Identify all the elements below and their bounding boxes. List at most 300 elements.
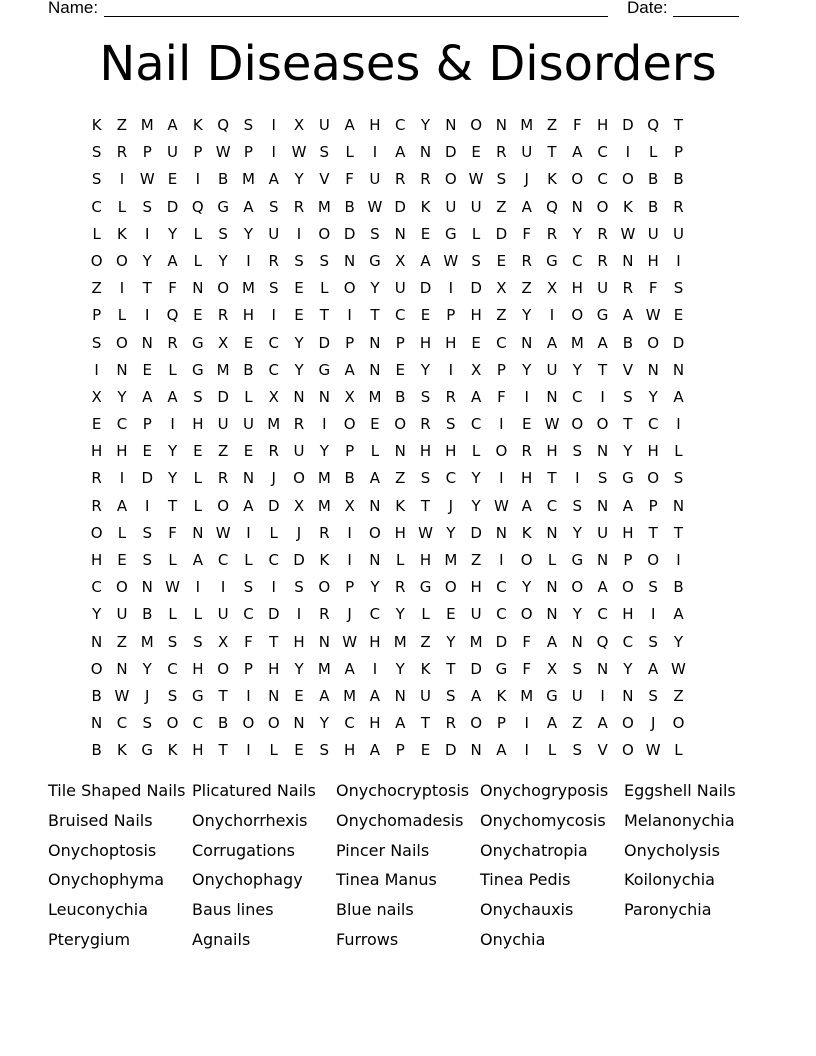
grid-letter[interactable]: Z <box>395 469 406 488</box>
grid-letter[interactable]: L <box>193 251 203 270</box>
grid-letter[interactable]: H <box>192 415 204 434</box>
grid-letter[interactable]: R <box>167 333 178 352</box>
grid-letter[interactable]: Y <box>370 578 380 597</box>
grid-letter[interactable]: W <box>443 251 459 270</box>
grid-letter[interactable]: A <box>192 551 203 569</box>
grid-letter[interactable]: L <box>117 306 127 325</box>
grid-letter[interactable]: R <box>217 306 229 325</box>
grid-letter[interactable]: T <box>370 306 380 325</box>
grid-letter[interactable]: N <box>369 496 381 515</box>
grid-letter[interactable]: I <box>119 279 125 298</box>
grid-letter[interactable]: C <box>344 714 355 733</box>
grid-letter[interactable]: I <box>499 415 504 434</box>
grid-letter[interactable]: C <box>268 551 279 569</box>
grid-letter[interactable]: I <box>94 360 99 379</box>
grid-letter[interactable]: O <box>672 714 685 733</box>
grid-letter[interactable]: K <box>420 197 431 216</box>
grid-letter[interactable]: K <box>91 116 102 134</box>
grid-letter[interactable]: O <box>217 659 230 678</box>
grid-letter[interactable]: Y <box>218 251 228 270</box>
grid-letter[interactable]: A <box>395 714 406 733</box>
grid-letter[interactable]: U <box>546 360 558 379</box>
grid-letter[interactable]: U <box>217 605 229 624</box>
grid-letter[interactable]: Y <box>623 659 633 678</box>
grid-letter[interactable]: E <box>673 306 684 325</box>
grid-letter[interactable]: N <box>369 551 381 569</box>
grid-letter[interactable]: O <box>343 279 356 298</box>
grid-letter[interactable]: C <box>572 387 583 406</box>
grid-letter[interactable]: U <box>420 686 431 705</box>
grid-letter[interactable]: I <box>246 251 251 270</box>
grid-letter[interactable]: C <box>470 415 482 434</box>
grid-letter[interactable]: D <box>217 387 229 406</box>
grid-letter[interactable]: D <box>495 632 508 651</box>
grid-letter[interactable]: N <box>672 360 685 379</box>
grid-letter[interactable]: T <box>420 496 431 515</box>
grid-letter[interactable]: I <box>524 714 529 733</box>
grid-letter[interactable]: P <box>142 143 152 162</box>
grid-letter[interactable]: N <box>293 387 305 406</box>
grid-letter[interactable]: H <box>343 741 356 760</box>
grid-letter[interactable]: X <box>546 659 558 678</box>
grid-letter[interactable]: H <box>596 116 609 134</box>
grid-letter[interactable]: S <box>648 632 658 651</box>
grid-letter[interactable]: X <box>470 360 482 379</box>
grid-letter[interactable]: Y <box>446 523 456 542</box>
grid-letter[interactable]: S <box>420 469 431 488</box>
grid-letter[interactable]: Y <box>572 224 582 243</box>
grid-letter[interactable]: M <box>216 360 230 379</box>
grid-letter[interactable]: O <box>520 605 533 624</box>
grid-letter[interactable]: S <box>167 632 178 651</box>
grid-letter[interactable]: U <box>597 279 609 298</box>
grid-letter[interactable]: S <box>91 333 102 352</box>
grid-letter[interactable]: S <box>243 578 254 597</box>
grid-letter[interactable]: G <box>444 224 457 243</box>
grid-letter[interactable]: H <box>91 551 103 569</box>
grid-letter[interactable]: K <box>192 116 203 134</box>
grid-letter[interactable]: W <box>215 143 231 162</box>
grid-letter[interactable]: S <box>294 251 304 270</box>
grid-letter[interactable]: E <box>243 333 254 352</box>
grid-letter[interactable]: R <box>268 251 279 270</box>
grid-letter[interactable]: R <box>394 578 406 597</box>
grid-letter[interactable]: I <box>322 415 327 434</box>
grid-letter[interactable]: A <box>622 496 634 515</box>
grid-letter[interactable]: A <box>673 605 684 624</box>
grid-letter[interactable]: D <box>445 741 457 760</box>
grid-letter[interactable]: I <box>271 306 276 325</box>
grid-letter[interactable]: Y <box>623 442 633 461</box>
grid-letter[interactable]: S <box>167 686 178 705</box>
grid-letter[interactable]: P <box>395 741 405 760</box>
grid-letter[interactable]: Z <box>116 632 128 651</box>
grid-letter[interactable]: E <box>294 306 304 325</box>
grid-letter[interactable]: R <box>622 279 634 298</box>
grid-letter[interactable]: S <box>572 659 583 678</box>
grid-letter[interactable]: M <box>570 333 584 352</box>
grid-letter[interactable]: I <box>119 170 125 189</box>
grid-letter[interactable]: I <box>676 415 681 434</box>
grid-letter[interactable]: K <box>420 659 431 678</box>
grid-letter[interactable]: I <box>676 551 681 569</box>
grid-letter[interactable]: E <box>471 143 481 162</box>
grid-letter[interactable]: T <box>623 415 633 434</box>
grid-letter[interactable]: N <box>571 632 583 651</box>
grid-letter[interactable]: L <box>269 741 278 760</box>
grid-letter[interactable]: R <box>521 251 532 270</box>
grid-letter[interactable]: I <box>271 116 276 134</box>
grid-letter[interactable]: S <box>648 578 658 597</box>
grid-letter[interactable]: Y <box>471 469 481 488</box>
grid-letter[interactable]: H <box>622 605 634 624</box>
grid-letter[interactable]: M <box>317 496 331 515</box>
grid-letter[interactable]: A <box>420 251 431 270</box>
grid-letter[interactable]: F <box>168 523 177 542</box>
grid-letter[interactable]: M <box>393 632 407 651</box>
grid-letter[interactable]: N <box>495 523 508 542</box>
grid-letter[interactable]: M <box>317 469 331 488</box>
grid-letter[interactable]: O <box>369 523 381 542</box>
grid-letter[interactable]: P <box>673 143 683 162</box>
grid-letter[interactable]: T <box>446 659 456 678</box>
grid-letter[interactable]: I <box>195 578 201 597</box>
grid-letter[interactable]: N <box>647 360 659 379</box>
grid-letter[interactable]: G <box>622 469 634 488</box>
grid-letter[interactable]: S <box>193 387 203 406</box>
grid-letter[interactable]: O <box>217 496 230 515</box>
grid-letter[interactable]: L <box>193 605 203 624</box>
grid-letter[interactable]: K <box>622 197 633 216</box>
grid-letter[interactable]: X <box>217 333 229 352</box>
grid-letter[interactable]: F <box>572 116 582 134</box>
grid-letter[interactable]: R <box>521 442 532 461</box>
grid-letter[interactable]: B <box>673 170 684 189</box>
grid-letter[interactable]: U <box>167 143 179 162</box>
grid-letter[interactable]: U <box>647 224 659 243</box>
grid-letter[interactable]: R <box>445 387 457 406</box>
grid-letter[interactable]: Y <box>395 605 405 624</box>
grid-letter[interactable]: I <box>448 360 454 379</box>
grid-letter[interactable]: X <box>395 251 406 270</box>
grid-letter[interactable]: U <box>470 605 482 624</box>
grid-letter[interactable]: C <box>572 251 583 270</box>
grid-letter[interactable]: N <box>596 496 609 515</box>
grid-letter[interactable]: E <box>193 306 203 325</box>
grid-letter[interactable]: S <box>294 578 304 597</box>
grid-letter[interactable]: X <box>91 387 102 406</box>
grid-letter[interactable]: Z <box>673 686 684 705</box>
grid-letter[interactable]: T <box>319 306 329 325</box>
grid-letter[interactable]: N <box>596 551 609 569</box>
grid-letter[interactable]: H <box>91 442 103 461</box>
grid-letter[interactable]: W <box>342 632 358 651</box>
grid-letter[interactable]: Y <box>673 632 684 651</box>
grid-letter[interactable]: J <box>145 686 150 705</box>
grid-letter[interactable]: C <box>369 605 381 624</box>
grid-letter[interactable]: A <box>395 143 406 162</box>
grid-letter[interactable]: M <box>140 632 154 651</box>
grid-letter[interactable]: P <box>496 360 506 379</box>
grid-letter[interactable]: B <box>91 686 102 705</box>
grid-letter[interactable]: O <box>647 469 660 488</box>
grid-letter[interactable]: F <box>522 632 532 651</box>
grid-letter[interactable]: W <box>645 306 661 325</box>
grid-letter[interactable]: E <box>420 306 431 325</box>
grid-letter[interactable]: U <box>672 224 684 243</box>
grid-letter[interactable]: R <box>673 197 684 216</box>
grid-letter[interactable]: I <box>524 387 529 406</box>
grid-letter[interactable]: Y <box>446 632 456 651</box>
grid-letter[interactable]: I <box>271 143 276 162</box>
grid-letter[interactable]: D <box>672 333 685 352</box>
grid-letter[interactable]: I <box>575 469 580 488</box>
grid-letter[interactable]: S <box>572 496 583 515</box>
grid-letter[interactable]: I <box>499 469 504 488</box>
grid-letter[interactable]: U <box>445 197 457 216</box>
grid-letter[interactable]: Y <box>370 279 380 298</box>
grid-letter[interactable]: H <box>369 714 381 733</box>
grid-letter[interactable]: B <box>344 197 355 216</box>
grid-letter[interactable]: S <box>142 197 152 216</box>
grid-letter[interactable]: Y <box>395 659 405 678</box>
grid-letter[interactable]: A <box>546 714 558 733</box>
grid-letter[interactable]: G <box>192 360 204 379</box>
grid-letter[interactable]: W <box>139 170 155 189</box>
grid-letter[interactable]: N <box>596 659 609 678</box>
grid-letter[interactable]: E <box>117 551 127 569</box>
grid-letter[interactable]: S <box>446 686 456 705</box>
grid-letter[interactable]: T <box>648 523 658 542</box>
grid-letter[interactable]: O <box>571 170 584 189</box>
grid-letter[interactable]: C <box>394 306 406 325</box>
grid-letter[interactable]: I <box>170 415 175 434</box>
grid-letter[interactable]: R <box>597 224 608 243</box>
grid-letter[interactable]: N <box>596 442 609 461</box>
grid-letter[interactable]: S <box>648 686 658 705</box>
grid-letter[interactable]: I <box>625 143 631 162</box>
grid-letter[interactable]: I <box>600 686 605 705</box>
grid-letter[interactable]: D <box>419 279 432 298</box>
grid-letter[interactable]: R <box>293 197 305 216</box>
grid-letter[interactable]: L <box>471 224 481 243</box>
grid-letter[interactable]: A <box>344 659 355 678</box>
grid-letter[interactable]: U <box>394 279 406 298</box>
grid-letter[interactable]: M <box>520 686 534 705</box>
grid-letter[interactable]: C <box>546 496 558 515</box>
grid-letter[interactable]: W <box>544 415 560 434</box>
grid-letter[interactable]: N <box>192 279 204 298</box>
grid-letter[interactable]: A <box>622 306 634 325</box>
grid-letter[interactable]: R <box>546 224 558 243</box>
grid-letter[interactable]: P <box>345 578 355 597</box>
grid-letter[interactable]: Y <box>117 387 127 406</box>
grid-letter[interactable]: X <box>546 279 558 298</box>
grid-letter[interactable]: T <box>218 686 228 705</box>
grid-letter[interactable]: O <box>343 415 356 434</box>
grid-letter[interactable]: C <box>394 116 406 134</box>
grid-letter[interactable]: N <box>318 632 330 651</box>
grid-letter[interactable]: L <box>244 387 253 406</box>
grid-letter[interactable]: W <box>165 578 180 597</box>
grid-letter[interactable]: M <box>469 632 483 651</box>
grid-letter[interactable]: L <box>168 605 177 624</box>
grid-letter[interactable]: D <box>470 279 482 298</box>
grid-letter[interactable]: G <box>546 251 558 270</box>
grid-letter[interactable]: R <box>217 469 229 488</box>
grid-letter[interactable]: V <box>319 170 330 189</box>
grid-letter[interactable]: O <box>647 333 660 352</box>
grid-letter[interactable]: G <box>419 578 432 597</box>
grid-letter[interactable]: S <box>623 387 633 406</box>
grid-letter[interactable]: T <box>673 523 684 542</box>
grid-letter[interactable]: S <box>319 251 330 270</box>
grid-letter[interactable]: S <box>673 279 684 298</box>
grid-letter[interactable]: B <box>142 605 153 624</box>
grid-letter[interactable]: M <box>317 659 331 678</box>
grid-letter[interactable]: N <box>91 714 103 733</box>
grid-letter[interactable]: D <box>318 333 331 352</box>
grid-letter[interactable]: X <box>293 116 305 134</box>
grid-letter[interactable]: B <box>91 741 102 760</box>
grid-letter[interactable]: S <box>319 143 330 162</box>
grid-letter[interactable]: P <box>243 659 253 678</box>
grid-letter[interactable]: A <box>116 496 128 515</box>
grid-letter[interactable]: C <box>597 170 608 189</box>
grid-letter[interactable]: Y <box>471 496 481 515</box>
grid-letter[interactable]: S <box>142 551 152 569</box>
grid-letter[interactable]: S <box>193 632 203 651</box>
grid-letter[interactable]: L <box>117 197 127 216</box>
grid-letter[interactable]: T <box>269 632 279 651</box>
grid-letter[interactable]: D <box>622 116 634 134</box>
grid-letter[interactable]: G <box>596 306 609 325</box>
grid-letter[interactable]: K <box>319 551 330 569</box>
grid-letter[interactable]: P <box>648 496 658 515</box>
grid-letter[interactable]: R <box>394 170 406 189</box>
grid-letter[interactable]: V <box>597 741 608 760</box>
grid-letter[interactable]: D <box>470 523 482 542</box>
grid-letter[interactable]: C <box>496 605 507 624</box>
grid-letter[interactable]: G <box>192 333 204 352</box>
grid-letter[interactable]: N <box>521 333 533 352</box>
grid-letter[interactable]: M <box>140 116 154 134</box>
grid-letter[interactable]: N <box>622 251 634 270</box>
grid-letter[interactable]: G <box>141 741 154 760</box>
grid-letter[interactable]: F <box>345 170 354 189</box>
grid-letter[interactable]: N <box>546 523 558 542</box>
grid-letter[interactable]: D <box>394 197 406 216</box>
grid-letter[interactable]: I <box>372 143 378 162</box>
grid-letter[interactable]: S <box>370 224 380 243</box>
grid-letter[interactable]: P <box>496 714 506 733</box>
grid-letter[interactable]: I <box>650 605 656 624</box>
grid-letter[interactable]: J <box>347 605 352 624</box>
grid-letter[interactable]: W <box>418 523 433 542</box>
grid-letter[interactable]: T <box>547 469 557 488</box>
grid-letter[interactable]: E <box>471 333 481 352</box>
grid-letter[interactable]: H <box>192 659 204 678</box>
grid-letter[interactable]: L <box>370 442 380 461</box>
grid-letter[interactable]: I <box>296 224 302 243</box>
grid-letter[interactable]: H <box>445 333 457 352</box>
grid-letter[interactable]: L <box>649 143 658 162</box>
grid-letter[interactable]: C <box>243 605 254 624</box>
grid-letter[interactable]: D <box>470 659 482 678</box>
grid-letter[interactable]: P <box>142 415 152 434</box>
grid-letter[interactable]: H <box>394 523 406 542</box>
grid-letter[interactable]: A <box>521 496 532 515</box>
grid-letter[interactable]: R <box>496 143 507 162</box>
grid-letter[interactable]: R <box>319 605 330 624</box>
grid-letter[interactable]: E <box>142 360 152 379</box>
grid-letter[interactable]: I <box>246 741 251 760</box>
grid-letter[interactable]: S <box>243 116 254 134</box>
grid-letter[interactable]: A <box>344 360 355 379</box>
grid-letter[interactable]: Q <box>166 306 179 325</box>
grid-letter[interactable]: N <box>571 197 583 216</box>
grid-letter[interactable]: O <box>571 578 584 597</box>
grid-letter[interactable]: Z <box>496 306 507 325</box>
grid-letter[interactable]: S <box>91 143 102 162</box>
grid-letter[interactable]: A <box>167 251 178 270</box>
grid-letter[interactable]: Z <box>116 116 128 134</box>
grid-letter[interactable]: L <box>117 523 127 542</box>
grid-letter[interactable]: W <box>291 143 307 162</box>
grid-letter[interactable]: M <box>444 551 458 569</box>
grid-letter[interactable]: S <box>268 197 279 216</box>
grid-letter[interactable]: I <box>549 306 555 325</box>
grid-letter[interactable]: R <box>445 714 457 733</box>
grid-letter[interactable]: E <box>91 415 102 434</box>
grid-letter[interactable]: I <box>448 279 454 298</box>
grid-letter[interactable]: A <box>243 496 254 515</box>
grid-letter[interactable]: Y <box>294 659 304 678</box>
grid-letter[interactable]: A <box>521 197 532 216</box>
grid-letter[interactable]: M <box>317 197 331 216</box>
grid-letter[interactable]: Y <box>294 333 304 352</box>
grid-letter[interactable]: I <box>524 741 529 760</box>
grid-letter[interactable]: G <box>217 197 229 216</box>
grid-letter[interactable]: S <box>142 523 152 542</box>
grid-letter[interactable]: O <box>571 306 584 325</box>
grid-letter[interactable]: U <box>571 686 583 705</box>
grid-letter[interactable]: O <box>647 551 660 569</box>
grid-letter[interactable]: O <box>90 251 103 270</box>
grid-letter[interactable]: P <box>345 333 355 352</box>
grid-letter[interactable]: N <box>419 143 432 162</box>
grid-letter[interactable]: S <box>268 279 279 298</box>
grid-letter[interactable]: A <box>546 333 558 352</box>
grid-letter[interactable]: F <box>497 387 506 406</box>
grid-letter[interactable]: L <box>193 469 203 488</box>
grid-letter[interactable]: N <box>242 469 255 488</box>
grid-letter[interactable]: A <box>319 686 330 705</box>
grid-letter[interactable]: H <box>242 306 255 325</box>
grid-letter[interactable]: G <box>318 360 331 379</box>
grid-letter[interactable]: O <box>116 333 128 352</box>
grid-letter[interactable]: B <box>217 714 229 733</box>
grid-letter[interactable]: H <box>192 741 204 760</box>
grid-letter[interactable]: I <box>145 496 150 515</box>
grid-letter[interactable]: P <box>243 143 253 162</box>
grid-letter[interactable]: Y <box>319 714 329 733</box>
grid-letter[interactable]: E <box>496 251 507 270</box>
grid-letter[interactable]: I <box>246 686 251 705</box>
grid-letter[interactable]: E <box>142 442 152 461</box>
grid-letter[interactable]: H <box>369 632 381 651</box>
grid-letter[interactable]: O <box>267 714 280 733</box>
